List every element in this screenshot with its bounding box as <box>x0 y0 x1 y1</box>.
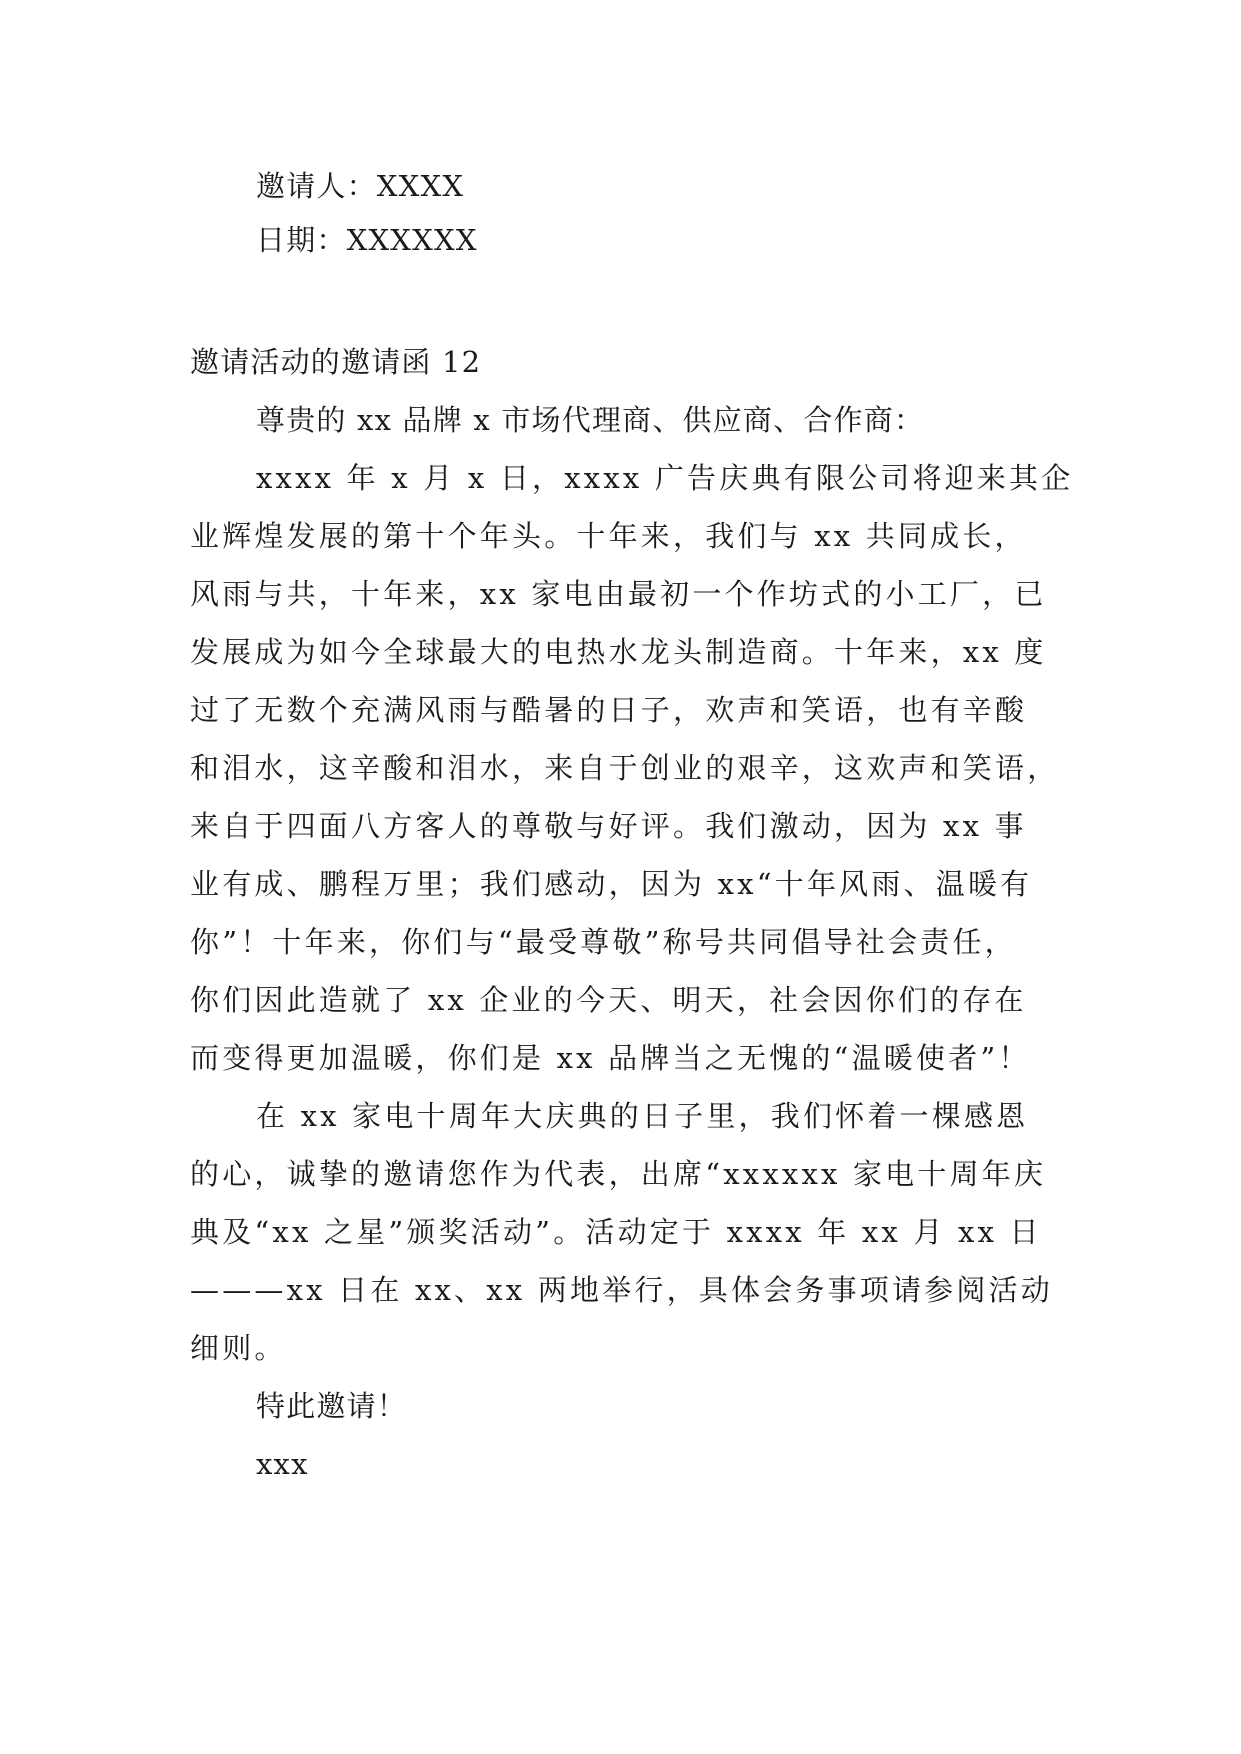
paragraph-line: 过了无数个充满风雨与酷暑的日子，欢声和笑语，也有辛酸 <box>190 693 1028 727</box>
paragraph-line: 细则。 <box>190 1331 287 1365</box>
paragraph-line: 业有成、鹏程万里；我们感动，因为 xx“十年风雨、温暖有 <box>190 867 1033 901</box>
document-title: 邀请活动的邀请函 12 <box>190 345 482 379</box>
paragraph-line: xxxx 年 x 月 x 日，xxxx 广告庆典有限公司将迎来其企 <box>256 461 1074 495</box>
inviter-line: 邀请人：XXXX <box>256 169 465 203</box>
paragraph-line: 来自于四面八方客人的尊敬与好评。我们激动，因为 xx 事 <box>190 809 1027 843</box>
paragraph-line: 而变得更加温暖，你们是 xx 品牌当之无愧的“温暖使者”！ <box>190 1041 1031 1075</box>
paragraph-line: 在 xx 家电十周年大庆典的日子里，我们怀着一棵感恩 <box>256 1099 1029 1133</box>
salutation: 尊贵的 xx 品牌 x 市场代理商、供应商、合作商： <box>256 403 925 437</box>
closing-line: 特此邀请！ <box>256 1389 408 1423</box>
date-line: 日期：XXXXXX <box>256 223 478 257</box>
paragraph-line: 你们因此造就了 xx 企业的今天、明天，社会因你们的存在 <box>190 983 1027 1017</box>
paragraph-line: 的心，诚挚的邀请您作为代表，出席“xxxxxx 家电十周年庆 <box>190 1157 1047 1191</box>
paragraph-line: ———xx 日在 xx、xx 两地举行，具体会务事项请参阅活动 <box>190 1273 1053 1307</box>
paragraph-line: 发展成为如今全球最大的电热水龙头制造商。十年来，xx 度 <box>190 635 1047 669</box>
paragraph-line: 你”！十年来，你们与“最受尊敬”称号共同倡导社会责任， <box>190 925 1017 959</box>
paragraph-line: 业辉煌发展的第十个年头。十年来，我们与 xx 共同成长， <box>190 519 1027 553</box>
paragraph-line: 和泪水，这辛酸和泪水，来自于创业的艰辛，这欢声和笑语， <box>190 751 1060 785</box>
paragraph-line: 典及“xx 之星”颁奖活动”。活动定于 xxxx 年 xx 月 xx 日 <box>190 1215 1042 1249</box>
signature: xxx <box>256 1447 309 1481</box>
paragraph-line: 风雨与共，十年来，xx 家电由最初一个作坊式的小工厂，已 <box>190 577 1047 611</box>
